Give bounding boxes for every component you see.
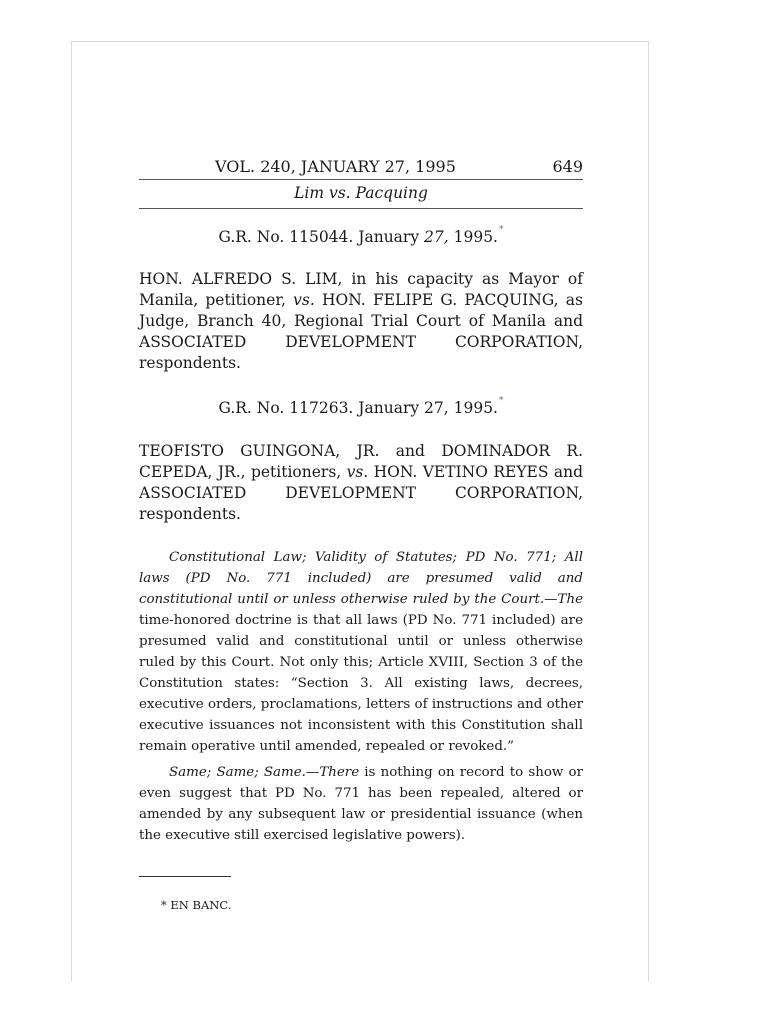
syllabus-p2-heading: Same; Same; Same.—There — [169, 765, 360, 780]
page-number: 649 — [552, 157, 583, 176]
case1-gr-year: 1995. — [448, 228, 498, 246]
case1-parties-text: HON. FELIPE G. PACQUING, as — [314, 291, 583, 309]
case1-gr-number — [139, 225, 583, 246]
syllabus-paragraph-1 — [139, 547, 583, 757]
case1-gr-day: 27, — [424, 228, 449, 246]
case2-parties-line: ASSOCIATED DEVELOPMENT CORPORATION, — [139, 484, 583, 502]
footnote-rule — [139, 876, 231, 877]
syllabus-p2-body: is nothing on record to show or even suggest that PD No. 771 has been repealed, altered or amended by any subsequent law or presidential issuance (when the executive still exercised legislative powers). — [139, 765, 583, 843]
case1-parties-line: respondents. — [139, 354, 241, 372]
case1-vs: vs. — [293, 291, 315, 309]
case2-gr-number — [139, 396, 583, 417]
case2-parties-text: CEPEDA, JR., petitioners, — [139, 463, 347, 481]
volume-label: VOL. 240, JANUARY 27, 1995 — [215, 157, 456, 176]
case1-gr-prefix: G.R. No. 115044. January — [218, 228, 425, 246]
case1-footnote-link[interactable]: * — [499, 225, 504, 235]
case2-parties-line: TEOFISTO GUINGONA, JR. and DOMINADOR R. — [139, 442, 583, 460]
case1-parties-text: Manila, petitioner, — [139, 291, 294, 309]
page-header — [139, 157, 583, 179]
case2-gr-text: G.R. No. 117263. January 27, 1995. — [218, 399, 498, 417]
document-page — [71, 41, 649, 981]
syllabus-p1-body: time-honored doctrine is that all laws (PD No. 771 included) are presumed valid and constitutional until or unless otherwise ruled by this Court. Not only this; Article XVIII, Section 3 of the Constitution states: “Section 3. All existing laws, decrees, executive orders, proclamations, letters of instructions and other executive issuances not inconsistent with this Constitution shall remain operative until amended, repealed or revoked.” — [139, 613, 583, 754]
syllabus — [139, 547, 583, 846]
case1-parties-line: Judge, Branch 40, Regional Trial Court of Manila and — [139, 312, 583, 330]
case1-parties — [139, 269, 583, 374]
case2-parties-line: respondents. — [139, 505, 241, 523]
case2-parties-line — [139, 462, 583, 483]
syllabus-paragraph-2 — [139, 762, 583, 846]
case1-parties-line — [139, 290, 583, 311]
case2-parties — [139, 441, 583, 525]
footnote: * EN BANC. — [161, 898, 232, 912]
case2-footnote-link[interactable]: * — [498, 396, 504, 406]
case1-parties-line: HON. ALFREDO S. LIM, in his capacity as Mayor of — [139, 270, 583, 288]
case2-parties-text: HON. VETINO REYES and — [368, 463, 584, 481]
case1-parties-line: ASSOCIATED DEVELOPMENT CORPORATION, — [139, 333, 583, 351]
case2-vs: vs. — [346, 463, 369, 481]
header-rule-bottom — [139, 208, 583, 209]
running-title: Lim vs. Pacquing — [294, 184, 428, 202]
page-content — [139, 157, 583, 912]
syllabus-p1-heading: Constitutional Law; Validity of Statutes; PD No. 771; All laws (PD No. 771 included) are presumed valid and constitutional until or unless otherwise ruled by the Court.—The — [139, 550, 583, 607]
